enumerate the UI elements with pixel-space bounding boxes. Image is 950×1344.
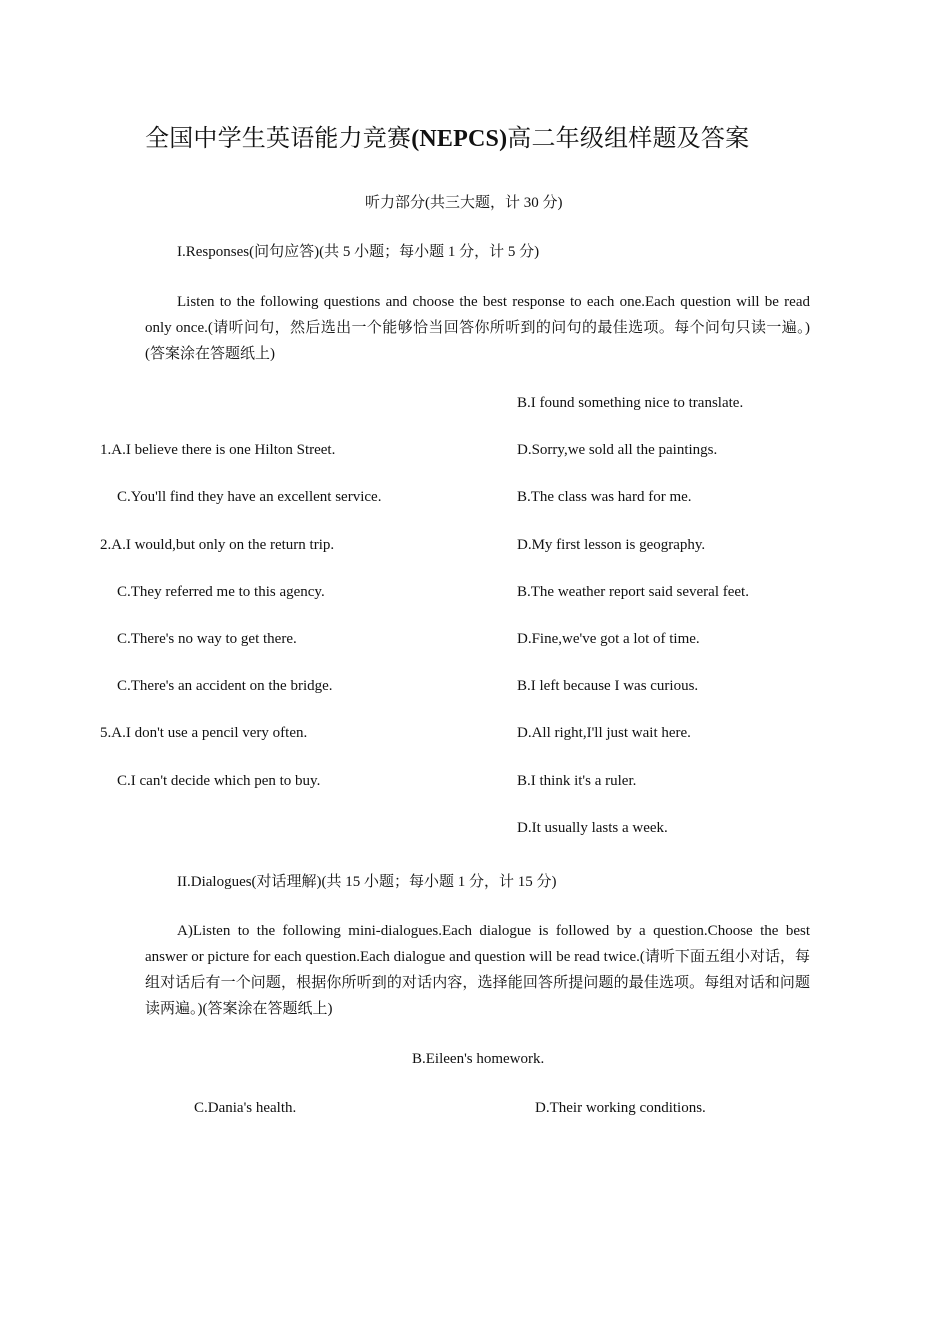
title-part-3: 高二年级组样题及答案 xyxy=(507,124,750,152)
option-4b: B.I left because I was curious. xyxy=(517,678,699,694)
section-2-instructions: A)Listen to the following mini-dialogues.Each dialogue is followed by a question.Choose the best answer or picture for each question.Each dialogue and question will be read twice.(请听下面五组小对话，每组对话后有一个问题，根据你所听到的对话内容，选择能回答所提问题的最佳选项。每组对话和问题读两遍。)(答案涂在答题纸上) xyxy=(145,923,810,1017)
option-2b: B.The class was hard for me. xyxy=(517,489,692,505)
option-1a: 1.A.I believe there is one Hilton Street. xyxy=(100,442,336,458)
title-part-2: (NEPCS) xyxy=(411,126,508,152)
title-part-1: 全国中学生英语能力竞赛 xyxy=(145,124,412,152)
option-2c: C.They referred me to this agency. xyxy=(117,584,325,600)
option-4d: D.All right,I'll just wait here. xyxy=(517,725,691,741)
option-6d: D.Their working conditions. xyxy=(535,1100,706,1116)
option-1c: C.You'll find they have an excellent service. xyxy=(117,489,382,505)
option-5d: D.It usually lasts a week. xyxy=(517,820,668,836)
section-2-heading: II.Dialogues(对话理解)(共 15 小题；每小题 1 分，计 15 分) xyxy=(177,874,557,890)
option-2d: D.My first lesson is geography. xyxy=(517,537,706,553)
option-5a: 5.A.I don't use a pencil very often. xyxy=(100,725,308,741)
option-5b: B.I think it's a ruler. xyxy=(517,773,637,789)
option-4c: C.There's an accident on the bridge. xyxy=(117,678,333,694)
section-1-instructions: Listen to the following questions and choose the best response to each one.Each question will be read only once.(请听问句，然后选出一个能够恰当回答你所听到的问句的最佳选项。每个问句只读一遍。)(答案涂在答题纸上) xyxy=(145,294,810,362)
option-3d: D.Fine,we've got a lot of time. xyxy=(517,631,700,647)
page-title xyxy=(145,118,749,153)
option-3b: B.The weather report said several feet. xyxy=(517,584,749,600)
option-1b: B.I found something nice to translate. xyxy=(517,395,744,411)
section-1-heading: I.Responses(问句应答)(共 5 小题；每小题 1 分，计 5 分) xyxy=(177,244,540,260)
option-5c: C.I can't decide which pen to buy. xyxy=(117,773,321,789)
listening-header: 听力部分(共三大题，计 30 分) xyxy=(365,195,563,211)
option-6b: B.Eileen's homework. xyxy=(412,1051,545,1067)
option-3c: C.There's no way to get there. xyxy=(117,631,297,647)
option-6c: C.Dania's health. xyxy=(194,1100,297,1116)
option-1d: D.Sorry,we sold all the paintings. xyxy=(517,442,718,458)
option-2a: 2.A.I would,but only on the return trip. xyxy=(100,537,335,553)
